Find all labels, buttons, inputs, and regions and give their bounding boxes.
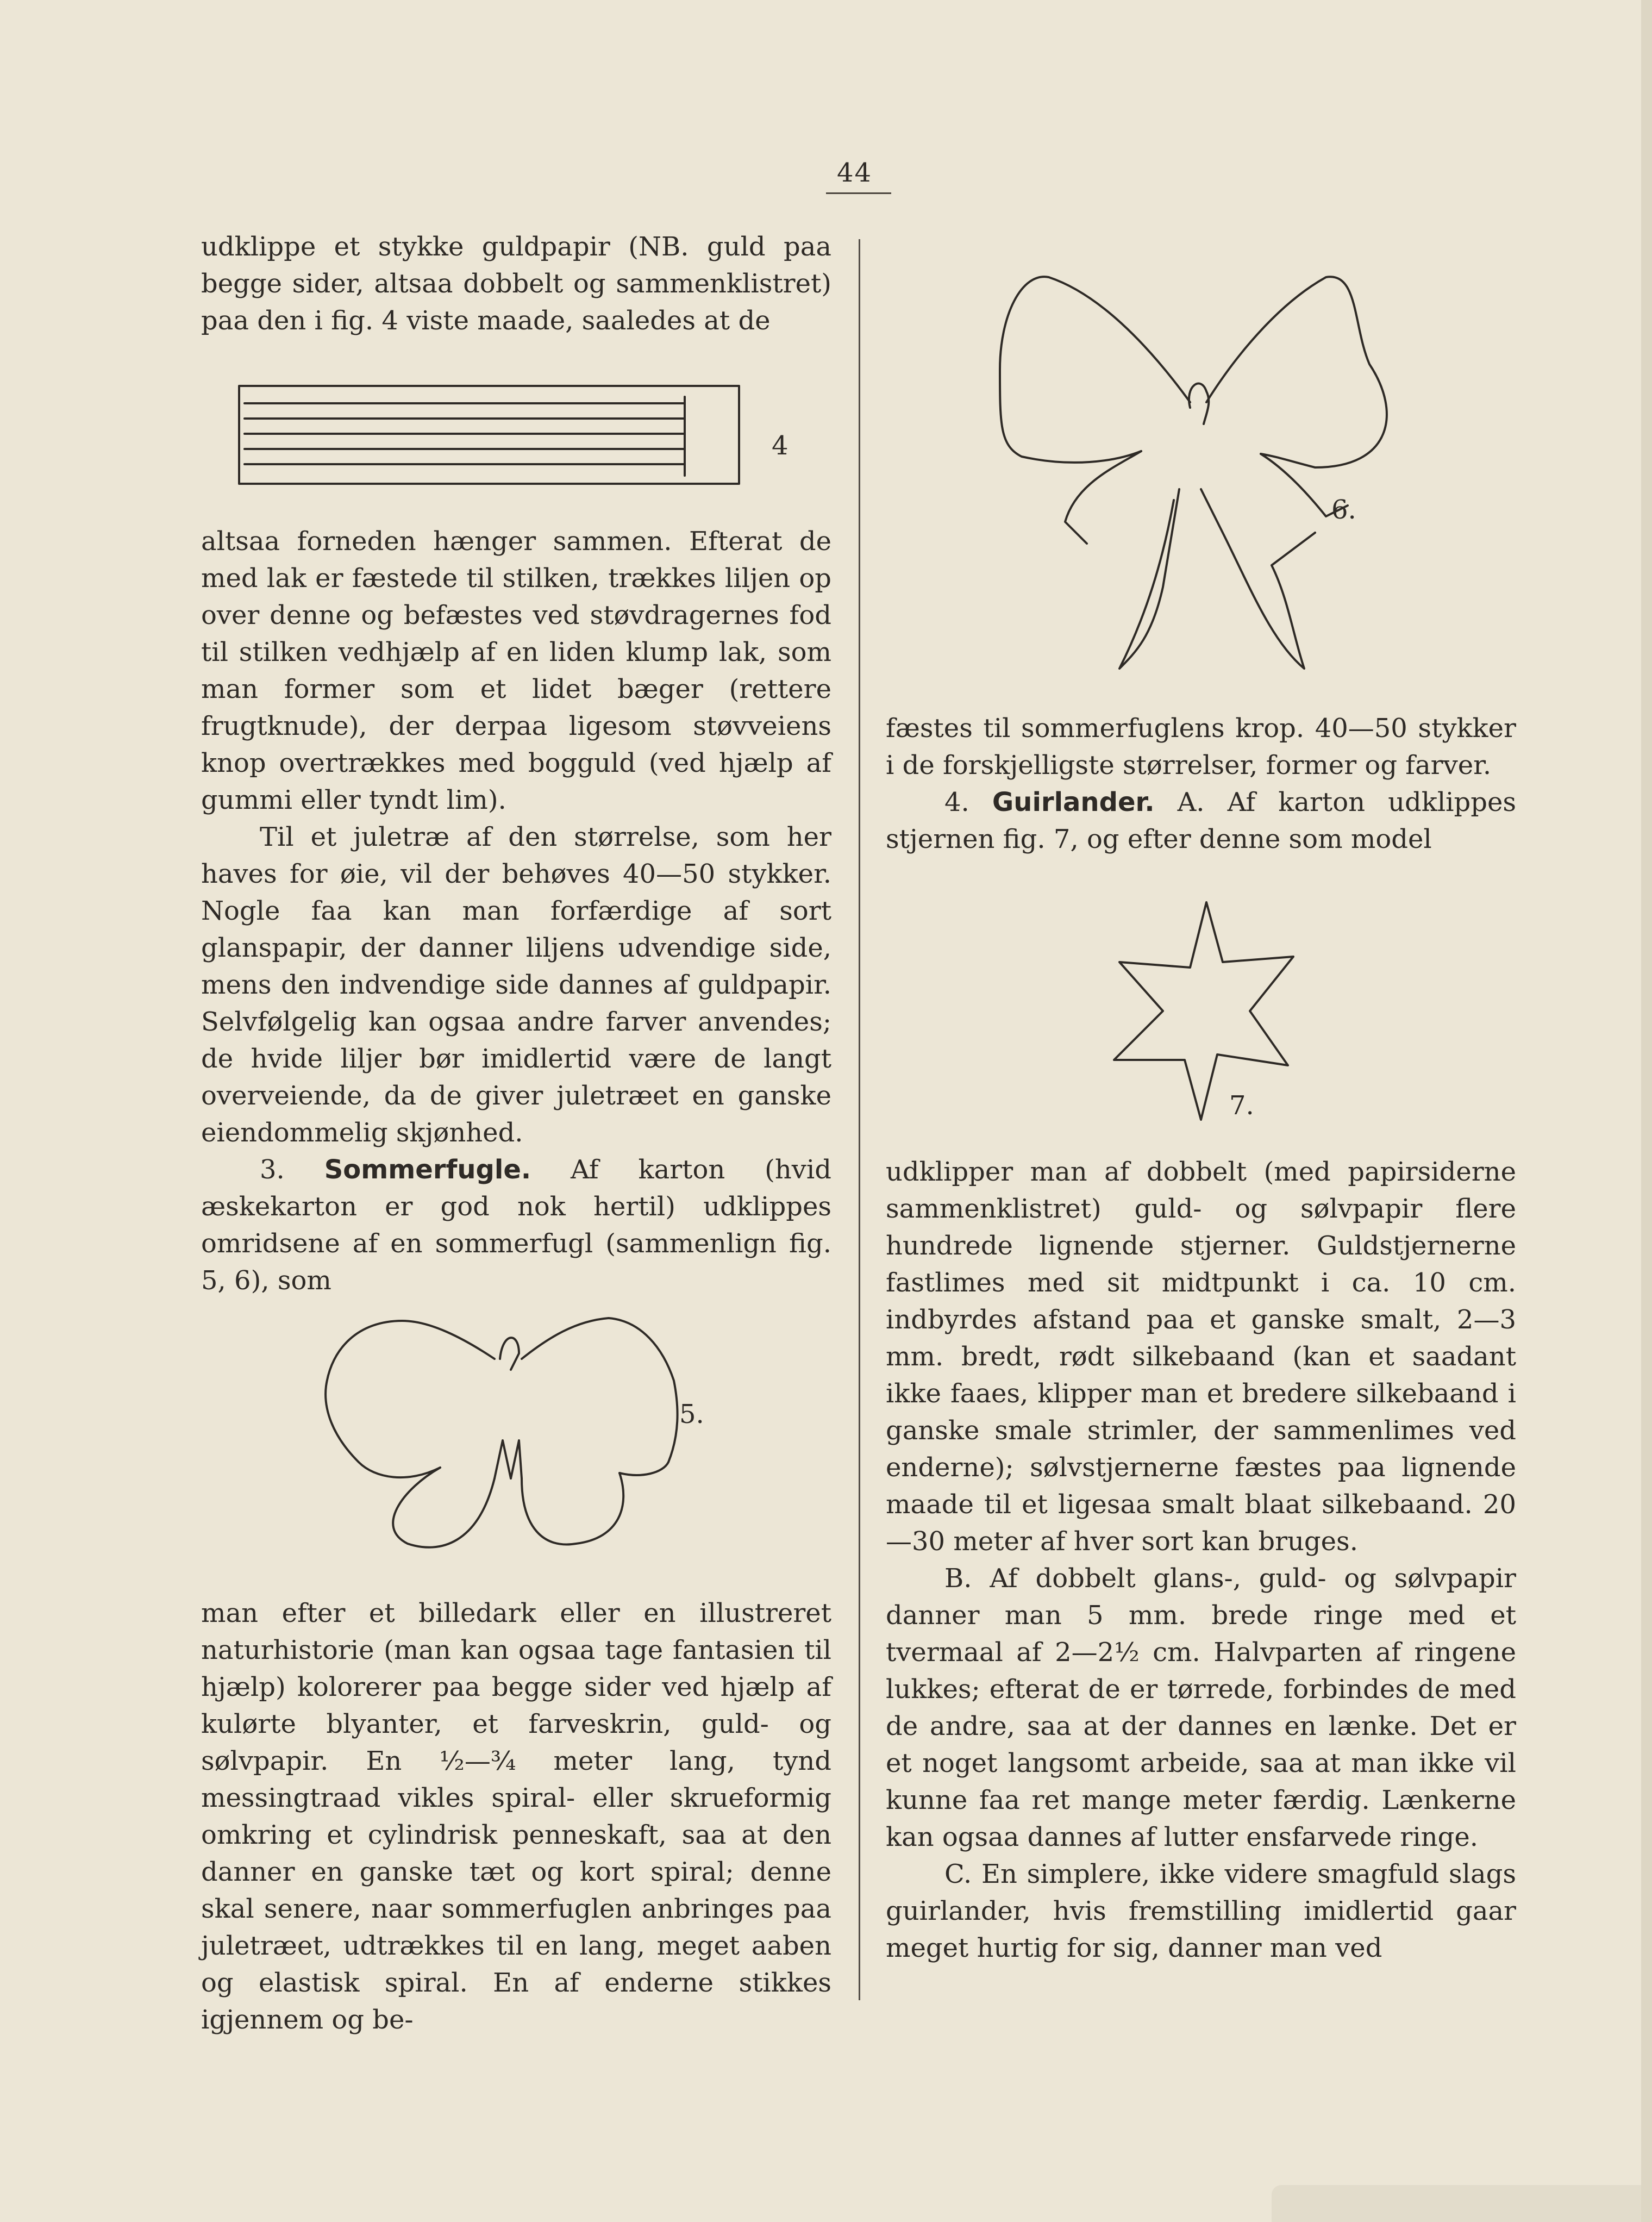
- fig6-left-lower-wing: [1065, 451, 1141, 544]
- figure-4-strip-diagram: [239, 380, 761, 489]
- right-column-block-2: [886, 1153, 1516, 1967]
- fig5-left-upper-wing: [326, 1321, 495, 1477]
- fig5-right-lower-wing: [522, 1473, 623, 1545]
- section-heading-guirlander: Guirlander.: [992, 787, 1155, 817]
- figure-6-label: 6.: [1331, 495, 1356, 525]
- paragraph: altsaa forneden hænger sammen. Efterat de med lak er fæstede til stilken, trækkes liljen op over denne og befæstes ved støvdragernes fod til stilken vedhjælp af en liden klump lak, som man former som et lidet bæger (rettere frugtknude), der derpaa ligesom støvveiens knop overtrækkes med bogguld (ved hjælp af gummi eller tyndt lim).: [201, 526, 831, 815]
- fig7-star: [1114, 902, 1293, 1120]
- paragraph: C. En simplere, ikke videre smagfuld slags guirlander, hvis fremstilling imidlertid gaar meget hurtig for sig, danner man ved: [886, 1859, 1516, 1963]
- fig5-body: [495, 1440, 522, 1478]
- fig6-left-tail: [1119, 489, 1179, 669]
- page-number-rule: [826, 192, 891, 194]
- left-column-block-3: [201, 1595, 831, 2038]
- paragraph: Til et juletræ af den størrelse, som her haves for øie, vil der behøves 40—50 stykker. Nogle faa kan man forfærdige af sort glanspapir, der danner liljens udvendige side, mens den indvendige side dannes af guldpapir. Selvfølgelig kan ogsaa andre farver anvendes; de hvide liljer bør imidlertid være de langt overveiende, da de giver juletræet en ganske eiendommelig skjønhed.: [201, 822, 831, 1148]
- paragraph-guirlander: [886, 784, 1516, 858]
- page-number: 44: [837, 158, 873, 188]
- column-divider: [859, 239, 860, 2000]
- fig6-head: [1189, 384, 1209, 424]
- paragraph: man efter et billedark eller en illustreret naturhistorie (man kan ogsaa tage fantasien til hjælp) kolorerer paa begge sider ved hjælp af kulørte blyanter, et farveskrin, guld- og sølvpapir. En ½—¾ meter lang, tynd messingtraad vikles spiral- eller skrueformig omkring et cylindrisk penneskaft, saa at den danner en ganske tæt og kort spiral; denne skal senere, naar sommerfuglen anbringes paa juletræet, udtrækkes til en lang, meget aaben og elastisk spiral. En af enderne stikkes igjennem og be-: [201, 1598, 831, 2035]
- fig5-left-lower-wing: [393, 1468, 495, 1547]
- left-column-block-2: [201, 523, 831, 1299]
- page-right-edge: [1641, 0, 1652, 2222]
- right-column-block-1: [886, 710, 1516, 858]
- paragraph: udklippe et stykke guldpapir (NB. guld paa begge sider, altsaa dobbelt og sammenklistret) paa den i fig. 4 viste maade, saaledes at de: [201, 232, 831, 336]
- paragraph: udklipper man af dobbelt (med papirsiderne sammenklistret) guld- og sølvpapir flere hundrede lignende stjerner. Guldstjernerne fastlimes med sit midtpunkt i ca. 10 cm. indbyrdes afstand paa et ganske smalt, 2—3 mm. bredt, rødt silkebaand (kan et saadant ikke faaes, klipper man et bredere silkebaand i ganske smale strimler, der sammenlimes ved enderne); sølvstjernerne fæstes paa lignende maade til et ligesaa smalt blaat silkebaand. 20—30 meter af hver sort kan bruges.: [886, 1157, 1516, 1557]
- fig6-right-upper-wing: [1206, 277, 1387, 467]
- figure-7-star-outline: [1109, 897, 1304, 1125]
- figure-7-label: 7.: [1229, 1090, 1254, 1121]
- section-text: A. Af karton udklippes stjernen fig. 7, og efter denne som model: [886, 787, 1517, 854]
- figure-5-label: 5.: [679, 1399, 704, 1430]
- paragraph-sommerfugle: [201, 1151, 831, 1299]
- figure-5-butterfly-outline: [315, 1299, 696, 1560]
- figure-4-label: 4: [772, 430, 789, 461]
- section-text: Af karton (hvid æskekarton er god nok hertil) udklippes omridsene af en sommerfugl (sammenlign fig. 5, 6), som: [201, 1154, 831, 1296]
- fig6-right-tail: [1201, 489, 1315, 669]
- left-column-block-1: [201, 228, 831, 339]
- paragraph: fæstes til sommerfuglens krop. 40—50 stykker i de forskjelligste størrelser, former og farver.: [886, 713, 1516, 781]
- fig5-right-upper-wing: [522, 1318, 678, 1475]
- section-number: 4.: [944, 787, 969, 817]
- fig5-body-head: [500, 1338, 519, 1370]
- page-bottom-edge: [1272, 2185, 1652, 2222]
- figure-6-butterfly-outline: [989, 261, 1424, 685]
- section-heading-sommerfugle: Sommerfugle.: [324, 1154, 531, 1185]
- paragraph: B. Af dobbelt glans-, guld- og sølvpapir danner man 5 mm. brede ringe med et tvermaal af 2—2½ cm. Halvparten af ringene lukkes; efterat de er tørrede, forbindes de med de andre, saa at der dannes en lænke. Det er et noget langsomt arbeide, saa at man ikke vil kunne faa ret mange meter færdig. Lænkerne kan ogsaa dannes af lutter ensfarvede ringe.: [886, 1563, 1516, 1852]
- fig6-left-upper-wing: [1000, 277, 1190, 463]
- section-number: 3.: [260, 1154, 285, 1185]
